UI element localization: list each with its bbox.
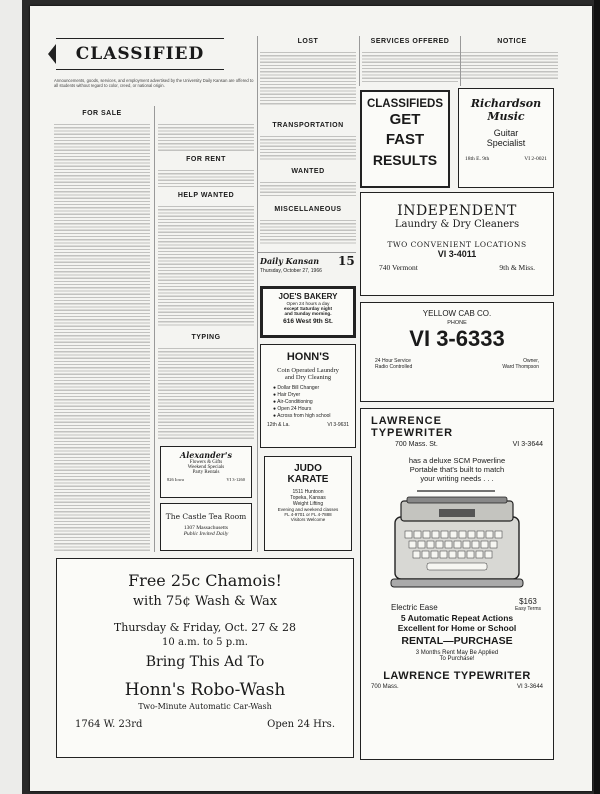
honns-line2: and Dry Cleaning	[284, 374, 332, 381]
honns-bullet3-text: Air-Conditioning	[277, 399, 313, 405]
alexanders-line3: Party Rentals	[192, 470, 220, 475]
section-wanted: WANTED	[291, 168, 325, 175]
section-for-rent: FOR RENT	[186, 156, 226, 163]
robowash-line2: with 75¢ Wash & Wax	[132, 594, 278, 609]
honns-bullet5: ● Across from high school	[273, 413, 331, 419]
for-sale-listings	[54, 122, 150, 552]
judo-addr: 1511 Huntoon	[292, 489, 324, 495]
column-divider-4	[460, 36, 461, 86]
independent-line2: Laundry & Dry Cleaners	[394, 219, 520, 230]
masthead-paper: Daily Kansan	[260, 256, 320, 266]
joes-line3: and Sunday morning.	[284, 311, 332, 316]
lawrence-phone: VI 3-3644	[512, 441, 543, 448]
yellowcab-phone: VI 3-6333	[409, 326, 505, 351]
for-rent-listings	[158, 168, 254, 188]
richardson-name1: Richardson	[470, 97, 542, 110]
honns-bullet3: ● Air-Conditioning	[273, 399, 313, 405]
robowash-line3: Thursday & Friday, Oct. 27 & 28	[113, 621, 297, 634]
robo-wash-ad	[56, 558, 354, 758]
classified-intro: Announcements, goods, services, and employment advertised by the University Daily Kansan are offered to all students without regard to color, creed, or national origin.	[54, 78, 254, 89]
alexanders-name: Alexander's	[180, 450, 232, 460]
newspaper-page	[30, 6, 592, 791]
masthead-date: Thursday, October 27, 1966	[260, 268, 322, 274]
banner-arrow-left	[48, 44, 56, 64]
section-notice: NOTICE	[497, 38, 527, 45]
joes-addr: 616 West 9th St.	[283, 318, 333, 325]
robowash-addr: 1764 W. 23rd	[75, 719, 143, 730]
yellowcab-service2: Radio Controlled	[375, 364, 413, 370]
lawrence-rent-applied: 3 Months Rent May Be Applied	[415, 650, 499, 656]
independent-addr1: 740 Vermont	[379, 263, 418, 272]
alexanders-line2: Weekend Specials	[187, 465, 225, 470]
section-for-sale: FOR SALE	[82, 110, 122, 117]
classified-title: CLASSIFIED	[75, 44, 205, 64]
section-help-wanted: HELP WANTED	[177, 192, 235, 199]
independent-addr2: 9th & Miss.	[499, 263, 535, 272]
alexanders-phone: VI 3-1260	[226, 477, 245, 482]
independent-laundry-ad	[360, 192, 554, 296]
robowash-name: Honn's Robo-Wash	[124, 680, 286, 700]
lawrence-to-purchase: To Purchase!	[439, 656, 475, 662]
honns-laundry-ad	[260, 344, 356, 448]
lost-listings	[260, 50, 356, 106]
cgfr-line3: FAST	[385, 131, 425, 148]
cgfr-line1: CLASSIFIEDS	[366, 98, 444, 110]
lawrence-repeat: 5 Automatic Repeat Actions	[400, 613, 514, 623]
yellowcab-phone-label: PHONE	[447, 320, 467, 326]
yellowcab-service1: 24 Hour Service	[375, 358, 411, 364]
lawrence-terms: Easy Terms	[514, 606, 541, 612]
judo-line6: Visitors Welcome	[290, 517, 326, 522]
castle-addr: 1307 Massachusetts	[183, 525, 229, 531]
lawrence-footer-addr: 700 Mass.	[371, 684, 399, 690]
lawrence-line1: has a deluxe SCM Powerline	[408, 456, 506, 465]
honns-bullet1-text: Dollar Bill Changer	[277, 385, 320, 391]
section-lost: LOST	[297, 38, 319, 45]
honns-bullet1: ● Dollar Bill Changer	[273, 385, 320, 391]
judo-karate-ad	[264, 456, 352, 551]
alexanders-line1: Flowers & Gifts	[189, 460, 223, 465]
honns-bullet4: ● Open 24 Hours	[273, 406, 312, 412]
services-listings	[362, 50, 458, 84]
lawrence-line2: Portable that's built to match	[409, 465, 505, 474]
joes-line1: Open 24 hours a day	[286, 301, 330, 306]
joes-name: JOE'S BAKERY	[278, 292, 338, 301]
section-transportation: TRANSPORTATION	[272, 122, 344, 129]
column-divider-1	[154, 106, 155, 552]
lawrence-name2: TYPEWRITER	[371, 427, 454, 439]
help-wanted-listings	[158, 204, 254, 326]
wanted-listings	[260, 180, 356, 198]
judo-line4: Evening and weekend classes	[277, 507, 339, 512]
section-typing: TYPING	[191, 334, 221, 341]
section-miscellaneous: MISCELLANEOUS	[274, 206, 342, 213]
column-divider-2	[257, 36, 258, 552]
honns-line1: Coin Operated Laundry	[277, 367, 339, 374]
judo-line5: FL 4-9701 or FL 4-7888	[284, 512, 332, 517]
masthead-rule-top	[258, 252, 356, 253]
honns-bullet5-text: Across from high school	[277, 413, 331, 419]
alexanders-addr: 826 Iowa	[167, 477, 184, 482]
independent-phone: VI 3-4011	[437, 249, 477, 259]
honns-name: HONN'S	[286, 351, 330, 363]
page-edge-shadow	[594, 0, 600, 794]
richardson-phone: VI 2-0021	[524, 156, 547, 162]
yellow-cab-ad	[360, 302, 554, 402]
lawrence-price: $163	[519, 597, 537, 606]
alexanders-ad	[160, 446, 252, 498]
joes-bakery-ad	[260, 286, 356, 338]
lawrence-line3: your writing needs . . .	[420, 474, 494, 483]
classifieds-get-fast-results-ad	[360, 90, 450, 188]
typing-listings	[158, 346, 254, 441]
honns-bullet2-text: Hair Dryer	[277, 392, 301, 398]
honns-bullet4-text: Open 24 Hours	[277, 406, 312, 412]
masthead-page-number: 15	[338, 254, 355, 268]
section-services-offered: SERVICES OFFERED	[370, 38, 450, 45]
independent-line1: INDEPENDENT	[397, 203, 517, 219]
richardson-name2: Music	[487, 110, 525, 123]
richardson-addr: 18th E. 9th	[465, 156, 490, 162]
robowash-line5: Bring This Ad To	[145, 654, 265, 670]
richardson-music-ad	[458, 88, 554, 188]
transportation-listings	[260, 134, 356, 160]
typewriter-illustration	[387, 487, 527, 595]
lawrence-rental: RENTAL—PURCHASE	[401, 635, 513, 647]
robowash-line6: Two-Minute Automatic Car-Wash	[138, 702, 272, 711]
judo-line2: KARATE	[287, 474, 329, 485]
column2-top-listings	[158, 122, 254, 152]
misc-listings	[260, 218, 356, 244]
lawrence-footer-name: LAWRENCE TYPEWRITER	[383, 670, 531, 682]
castle-line1: Public Invited Daily	[183, 531, 229, 537]
robowash-line1: Free 25c Chamois!	[128, 571, 282, 590]
castle-name: The Castle Tea Room	[165, 512, 247, 521]
lawrence-home-school: Excellent for Home or School	[397, 623, 517, 633]
judo-line1: JUDO	[294, 463, 322, 474]
judo-line3: Weight Lifting	[292, 501, 324, 507]
honns-phone: VI 3-9631	[327, 422, 349, 428]
column-divider-3	[359, 36, 360, 86]
classified-banner	[56, 38, 224, 70]
lawrence-footer-phone: VI 3-3644	[516, 684, 543, 690]
joes-line2: except Saturday night	[284, 306, 332, 311]
honns-addr: 12th & La.	[267, 422, 290, 428]
cgfr-line2: GET	[389, 111, 421, 128]
yellowcab-name: YELLOW CAB CO.	[422, 309, 492, 318]
adjacent-page-edge	[0, 0, 22, 794]
richardson-line2: Specialist	[486, 138, 526, 148]
honns-bullet2: ● Hair Dryer	[273, 392, 301, 398]
castle-tea-room-ad	[160, 503, 252, 551]
lawrence-typewriter-ad	[360, 408, 554, 760]
independent-line3: TWO CONVENIENT LOCATIONS	[387, 240, 527, 249]
lawrence-electric: Electric Ease	[391, 603, 438, 612]
yellowcab-owner: Ward Thompson	[502, 364, 539, 370]
robowash-hours: Open 24 Hrs.	[267, 719, 335, 730]
yellowcab-owner-label: Owner,	[523, 358, 539, 364]
robowash-line4: 10 a.m. to 5 p.m.	[162, 637, 248, 648]
lawrence-name1: LAWRENCE	[371, 415, 442, 427]
notice-listings	[458, 50, 558, 80]
lawrence-addr: 700 Mass. St.	[395, 441, 438, 448]
richardson-line1: Guitar	[493, 128, 519, 138]
cgfr-line4: RESULTS	[372, 152, 438, 168]
judo-city: Topeka, Kansas	[290, 495, 326, 501]
